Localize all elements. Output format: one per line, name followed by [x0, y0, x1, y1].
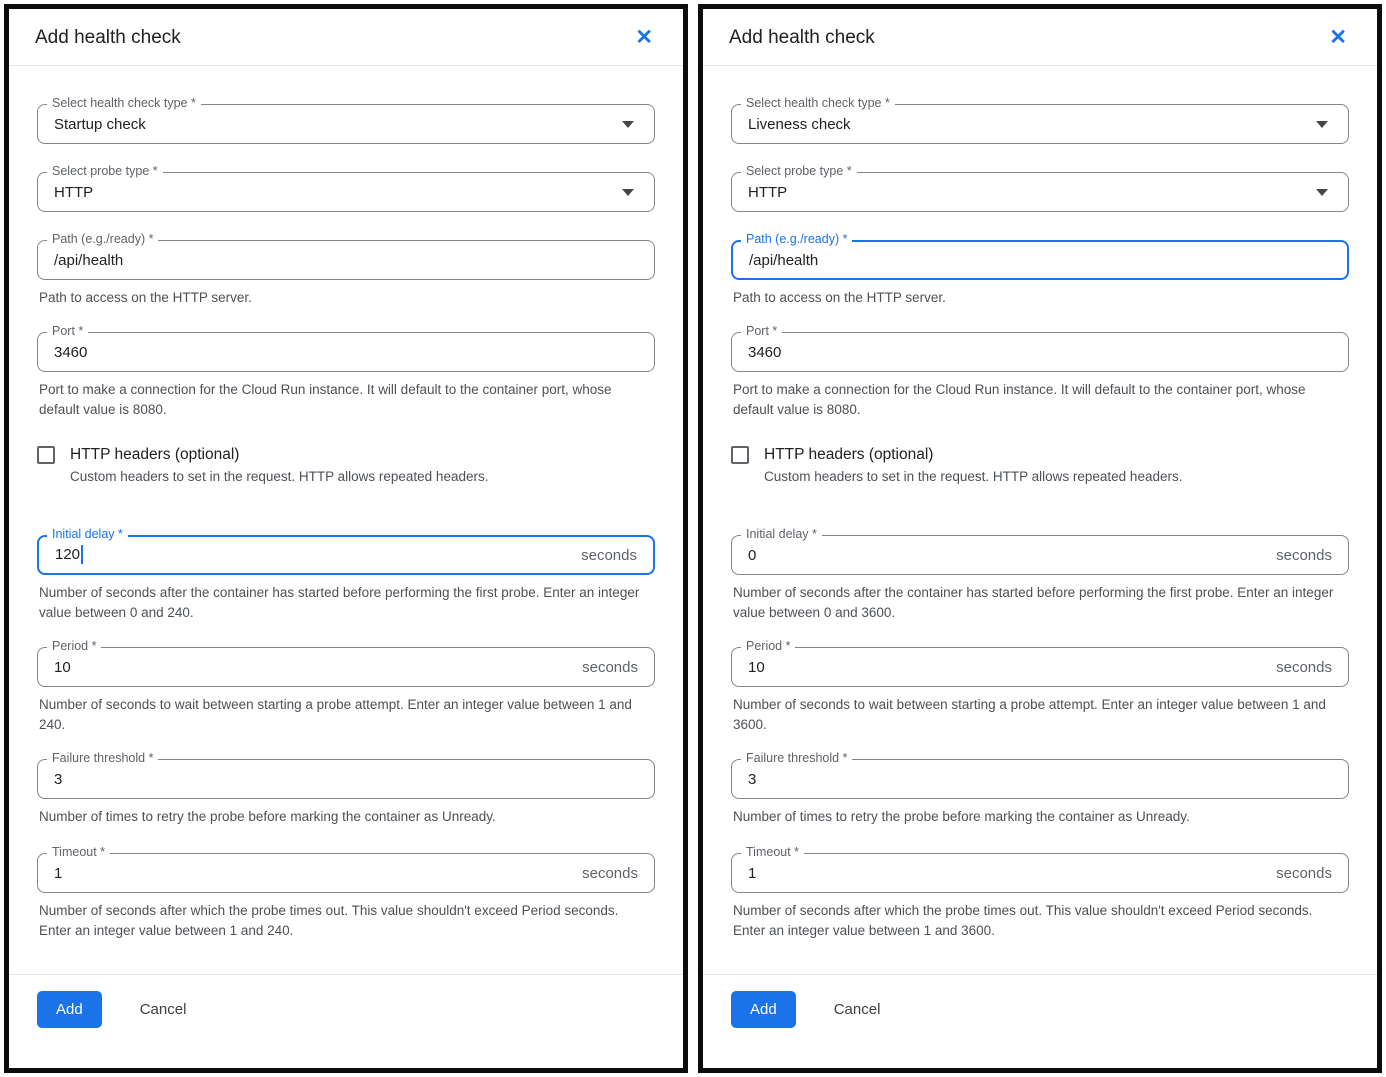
path-label: Path (e.g./ready) *	[741, 231, 852, 248]
port-field	[731, 324, 1349, 372]
period-value: 10	[748, 658, 765, 676]
timeout-field	[37, 845, 655, 893]
probe-type-value: HTTP	[748, 183, 788, 201]
chevron-down-icon	[1316, 121, 1328, 128]
http-headers-helper: Custom headers to set in the request. HTTP allows repeated headers.	[70, 469, 489, 484]
http-headers-row	[731, 444, 1349, 487]
period-helper: Number of seconds to wait between starting a probe attempt. Enter an integer value between 1 and 3600.	[733, 697, 1326, 732]
port-input[interactable]	[731, 332, 1349, 372]
chevron-down-icon	[622, 189, 634, 196]
path-value: /api/health	[54, 251, 124, 269]
probe-type-value: HTTP	[54, 183, 94, 201]
timeout-suffix: seconds	[582, 864, 638, 882]
failure-threshold-helper: Number of times to retry the probe before marking the container as Unready.	[39, 809, 496, 824]
http-headers-label[interactable]: HTTP headers (optional)	[764, 446, 934, 463]
http-headers-checkbox[interactable]	[731, 446, 749, 464]
chevron-down-icon	[622, 121, 634, 128]
path-field	[37, 232, 655, 280]
timeout-label: Timeout *	[47, 844, 110, 861]
initial-delay-suffix: seconds	[1276, 546, 1332, 564]
dialog-title: Add health check	[35, 26, 181, 48]
port-value: 3460	[748, 343, 782, 361]
dialog-footer	[703, 975, 1377, 1068]
http-headers-row	[37, 444, 655, 487]
close-icon[interactable]: ✕	[1329, 26, 1347, 49]
http-headers-helper: Custom headers to set in the request. HTTP allows repeated headers.	[764, 469, 1183, 484]
dialog-footer	[9, 975, 683, 1068]
timeout-value: 1	[748, 864, 757, 882]
period-suffix: seconds	[582, 658, 638, 676]
timeout-field	[731, 845, 1349, 893]
period-field	[731, 639, 1349, 687]
initial-delay-value: 0	[748, 546, 757, 564]
timeout-helper: Number of seconds after which the probe times out. This value shouldn't exceed Period seconds. Enter an integer value between 1 and 240.	[39, 903, 619, 938]
chevron-down-icon	[1316, 189, 1328, 196]
timeout-helper: Number of seconds after which the probe times out. This value shouldn't exceed Period seconds. Enter an integer value between 1 and 3600.	[733, 903, 1313, 938]
path-field	[731, 232, 1349, 280]
failure-threshold-value: 3	[748, 770, 757, 788]
path-helper: Path to access on the HTTP server.	[733, 290, 946, 305]
port-label: Port *	[47, 323, 88, 340]
dialog-startup-check	[4, 4, 688, 1073]
close-icon[interactable]: ✕	[635, 26, 653, 49]
initial-delay-label: Initial delay *	[741, 526, 822, 543]
path-label: Path (e.g./ready) *	[47, 231, 158, 248]
text-caret	[81, 545, 83, 564]
dialog-title: Add health check	[729, 26, 875, 48]
http-headers-text	[70, 444, 488, 487]
initial-delay-label: Initial delay *	[47, 526, 128, 543]
timeout-input[interactable]	[37, 853, 655, 893]
port-helper: Port to make a connection for the Cloud Run instance. It will default to the container port, whose default value is 8080.	[733, 382, 1306, 417]
initial-delay-helper: Number of seconds after the container has started before performing the first probe. Enter an integer value between 0 and 3600.	[733, 585, 1334, 620]
path-helper: Path to access on the HTTP server.	[39, 290, 252, 305]
initial-delay-input[interactable]	[37, 535, 655, 575]
timeout-value: 1	[54, 864, 63, 882]
add-button[interactable]: Add	[731, 991, 796, 1028]
add-button[interactable]: Add	[37, 991, 102, 1028]
failure-threshold-field	[37, 751, 655, 799]
timeout-suffix: seconds	[1276, 864, 1332, 882]
initial-delay-value: 120	[55, 546, 581, 563]
health-check-type-label: Select health check type *	[741, 95, 895, 112]
period-input[interactable]	[731, 647, 1349, 687]
health-check-type-value: Startup check	[54, 115, 146, 133]
health-check-form	[9, 66, 683, 974]
probe-type-label: Select probe type *	[741, 163, 857, 180]
initial-delay-field	[37, 527, 655, 575]
initial-delay-suffix: seconds	[581, 546, 637, 564]
health-check-type-label: Select health check type *	[47, 95, 201, 112]
period-label: Period *	[741, 638, 795, 655]
health-check-form	[703, 66, 1377, 974]
http-headers-checkbox[interactable]	[37, 446, 55, 464]
initial-delay-input[interactable]	[731, 535, 1349, 575]
cancel-button[interactable]: Cancel	[834, 991, 881, 1028]
probe-type-field	[731, 164, 1349, 212]
period-field	[37, 639, 655, 687]
http-headers-text	[764, 444, 1182, 487]
port-label: Port *	[741, 323, 782, 340]
path-value: /api/health	[749, 251, 819, 269]
health-check-type-value: Liveness check	[748, 115, 851, 133]
probe-type-label: Select probe type *	[47, 163, 163, 180]
health-check-type-field	[731, 96, 1349, 144]
probe-type-field	[37, 164, 655, 212]
health-check-type-field	[37, 96, 655, 144]
dialog-liveness-check	[698, 4, 1382, 1073]
initial-delay-helper: Number of seconds after the container has started before performing the first probe. Enter an integer value between 0 and 240.	[39, 585, 640, 620]
period-input[interactable]	[37, 647, 655, 687]
port-input[interactable]	[37, 332, 655, 372]
dialog-header	[9, 9, 683, 65]
dialog-header	[703, 9, 1377, 65]
timeout-input[interactable]	[731, 853, 1349, 893]
period-helper: Number of seconds to wait between starting a probe attempt. Enter an integer value between 1 and 240.	[39, 697, 632, 732]
failure-threshold-label: Failure threshold *	[741, 750, 852, 767]
failure-threshold-helper: Number of times to retry the probe before marking the container as Unready.	[733, 809, 1190, 824]
period-value: 10	[54, 658, 71, 676]
port-value: 3460	[54, 343, 88, 361]
period-label: Period *	[47, 638, 101, 655]
failure-threshold-field	[731, 751, 1349, 799]
cancel-button[interactable]: Cancel	[140, 991, 187, 1028]
period-suffix: seconds	[1276, 658, 1332, 676]
http-headers-label[interactable]: HTTP headers (optional)	[70, 446, 240, 463]
initial-delay-field	[731, 527, 1349, 575]
failure-threshold-label: Failure threshold *	[47, 750, 158, 767]
port-helper: Port to make a connection for the Cloud Run instance. It will default to the container port, whose default value is 8080.	[39, 382, 612, 417]
port-field	[37, 324, 655, 372]
failure-threshold-value: 3	[54, 770, 63, 788]
timeout-label: Timeout *	[741, 844, 804, 861]
